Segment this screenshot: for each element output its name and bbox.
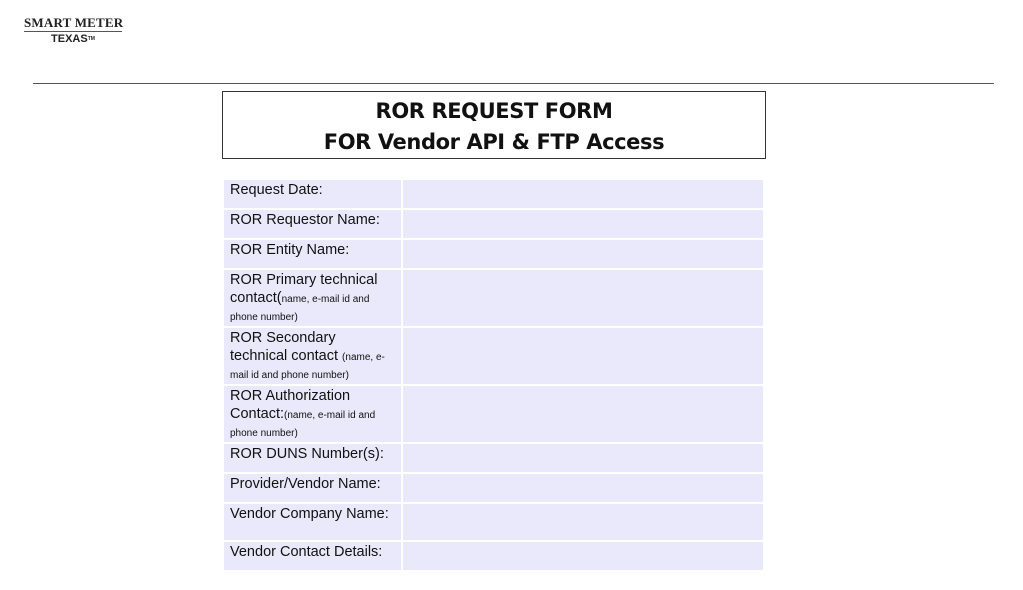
- form-title-line1: ROR REQUEST FORM: [375, 99, 613, 123]
- form-row-vendor-name: [223, 473, 764, 503]
- smart-meter-texas-logo: [24, 16, 122, 45]
- label-text: ROR Primary technical contact(: [230, 272, 378, 306]
- form-title-line2: FOR Vendor API & FTP Access: [323, 130, 665, 154]
- primary-contact-field[interactable]: [402, 269, 764, 327]
- label-text: ROR Requestor Name:: [230, 212, 380, 228]
- form-title-box: [222, 91, 766, 159]
- label-text: Vendor Contact Details:: [230, 544, 383, 560]
- logo-texas: TEXAS: [51, 33, 88, 45]
- secondary-contact-field[interactable]: [402, 327, 764, 385]
- logo-top-text: SMART METER: [24, 15, 124, 30]
- form-row-authorization-contact: [223, 385, 764, 443]
- header-divider: [33, 83, 994, 84]
- label-note: name, e-mail id and phone number): [230, 294, 370, 323]
- form-row-requestor-name: [223, 209, 764, 239]
- form-row-secondary-contact: [223, 327, 764, 385]
- label-text: ROR DUNS Number(s):: [230, 446, 384, 462]
- requestor-name-field[interactable]: [402, 209, 764, 239]
- secondary-contact-label: [223, 327, 402, 385]
- form-row-vendor-contact: [223, 541, 764, 571]
- vendor-name-label: [223, 473, 402, 503]
- authorization-contact-field[interactable]: [402, 385, 764, 443]
- request-date-label: [223, 179, 402, 209]
- entity-name-field[interactable]: [402, 239, 764, 269]
- form-row-vendor-company: [223, 503, 764, 541]
- logo-tm: TM: [87, 36, 95, 42]
- request-form-table: [222, 178, 765, 572]
- logo-bottom-text: [24, 33, 122, 45]
- form-row-entity-name: [223, 239, 764, 269]
- authorization-contact-label: [223, 385, 402, 443]
- label-text: Request Date:: [230, 182, 323, 198]
- form-row-request-date: [223, 179, 764, 209]
- label-note: (name, e-mail id and phone number): [230, 352, 385, 381]
- vendor-company-label: [223, 503, 402, 541]
- duns-number-field[interactable]: [402, 443, 764, 473]
- form-row-duns-number: [223, 443, 764, 473]
- vendor-contact-label: [223, 541, 402, 571]
- requestor-name-label: [223, 209, 402, 239]
- label-text: Provider/Vendor Name:: [230, 476, 381, 492]
- label-text: ROR Secondary technical contact: [230, 330, 343, 364]
- request-date-field[interactable]: [402, 179, 764, 209]
- duns-number-label: [223, 443, 402, 473]
- label-text: ROR Authorization Contact:: [230, 388, 351, 422]
- vendor-company-field[interactable]: [402, 503, 764, 541]
- primary-contact-label: [223, 269, 402, 327]
- label-note: (name, e-mail id and phone number): [230, 410, 376, 439]
- label-text: ROR Entity Name:: [230, 242, 350, 258]
- form-row-primary-contact: [223, 269, 764, 327]
- entity-name-label: [223, 239, 402, 269]
- vendor-name-field[interactable]: [402, 473, 764, 503]
- vendor-contact-field[interactable]: [402, 541, 764, 571]
- label-text: Vendor Company Name:: [230, 506, 389, 522]
- logo-rule: [24, 31, 122, 32]
